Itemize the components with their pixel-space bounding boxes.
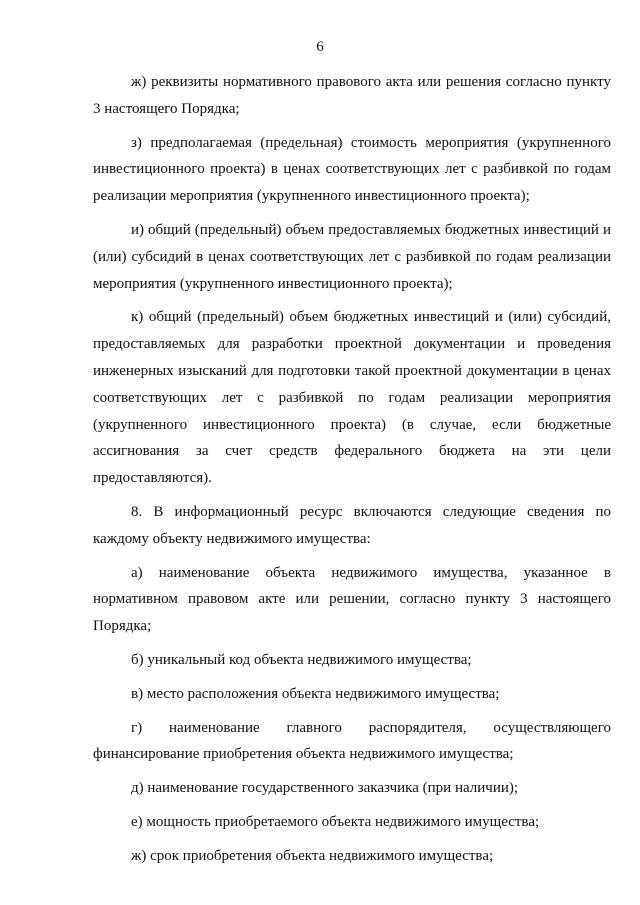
paragraph-8-real-estate-info: 8. В информационный ресурс включаются следующие сведения по каждому объекту недвижимого имущества: [93, 503, 611, 547]
document-body [93, 69, 611, 877]
paragraph-v-location: в) место расположения объекта недвижимого имущества; [131, 685, 500, 702]
paragraph-zh-acquisition-term: ж) срок приобретения объекта недвижимого имущества; [131, 847, 494, 864]
paragraph-d-state-customer: д) наименование государственного заказчика (при наличии); [131, 780, 519, 797]
paragraph-i-total-investment-volume: и) общий (предельный) объем предоставляемых бюджетных инвестиций и (или) субсидий в ценах соответствующих лет с разбивкой по годам реализации мероприятия (укрупненного инвестиционного проекта); [93, 221, 611, 292]
paragraph-k-design-documentation-funding: к) общий (предельный) объем бюджетных инвестиций и (или) субсидий, предоставляемых для разработки проектной документации и проведения инженерных изысканий для подготовки такой проектной документации в ценах соответствующих лет с разбивкой по годам реализации мероприятия (укрупненного инвестиционного проекта) (в случае, если бюджетные ассигнования за счет средств федерального бюджета на эти цели предоставляются). [93, 309, 611, 487]
paragraph-zh-legal-act-details: ж) реквизиты нормативного правового акта или решения согласно пункту 3 настоящего Порядка; [93, 74, 611, 117]
paragraph-g-main-administrator: г) наименование главного распорядителя, осуществляющего финансирование приобретения объекта недвижимого имущества; [93, 719, 611, 763]
page-number: 6 [316, 39, 324, 55]
paragraph-b-unique-code: б) уникальный код объекта недвижимого имущества; [131, 651, 472, 668]
paragraph-a-object-name: а) наименование объекта недвижимого имущества, указанное в нормативном правовом акте или решении, согласно пункту 3 настоящего Порядка; [93, 564, 611, 635]
paragraph-z-estimated-cost: з) предполагаемая (предельная) стоимость мероприятия (укрупненного инвестиционного проекта) в ценах соответствующих лет с разбивкой по годам реализации мероприятия (укрупненного инвестиционного проекта); [93, 134, 611, 205]
paragraph-e-capacity: е) мощность приобретаемого объекта недвижимого имущества; [131, 813, 540, 830]
